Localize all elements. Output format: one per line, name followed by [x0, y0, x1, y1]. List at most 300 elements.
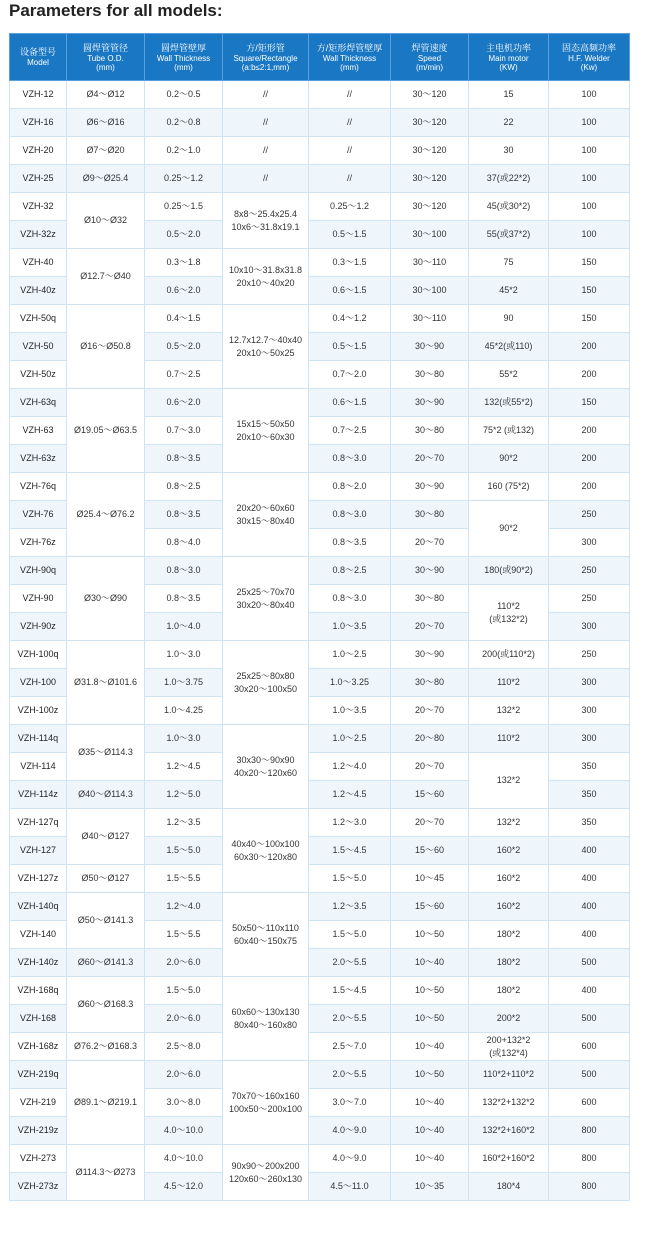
- square-wall-thickness-cell: 0.6～1.5: [309, 389, 391, 417]
- speed-cell: 15～60: [391, 837, 469, 865]
- tube-od-cell: Ø10～Ø32: [67, 193, 145, 249]
- square-rectangle-cell: 90x90～200x200 120x60～260x130: [223, 1145, 309, 1201]
- wall-thickness-cell: 0.8～4.0: [145, 529, 223, 557]
- speed-cell: 30～90: [391, 557, 469, 585]
- speed-cell: 30～80: [391, 417, 469, 445]
- speed-cell: 30～110: [391, 305, 469, 333]
- model-cell: VZH-219z: [10, 1117, 67, 1145]
- main-motor-cell: 15: [469, 81, 549, 109]
- model-cell: VZH-219: [10, 1089, 67, 1117]
- hf-welder-cell: 250: [549, 585, 630, 613]
- model-cell: VZH-63: [10, 417, 67, 445]
- speed-cell: 10～40: [391, 1145, 469, 1173]
- square-wall-thickness-cell: 0.6～1.5: [309, 277, 391, 305]
- model-cell: VZH-63q: [10, 389, 67, 417]
- model-cell: VZH-50z: [10, 361, 67, 389]
- column-header: 方/矩形管 Square/Rectangle (a:b≤2:1,mm): [223, 34, 309, 81]
- wall-thickness-cell: 0.2～0.5: [145, 81, 223, 109]
- speed-cell: 30～100: [391, 221, 469, 249]
- speed-cell: 30～90: [391, 333, 469, 361]
- wall-thickness-cell: 1.0～3.75: [145, 669, 223, 697]
- model-cell: VZH-90z: [10, 613, 67, 641]
- square-rectangle-cell: //: [223, 109, 309, 137]
- square-wall-thickness-cell: 0.7～2.0: [309, 361, 391, 389]
- speed-cell: 10～50: [391, 1061, 469, 1089]
- wall-thickness-cell: 2.5～8.0: [145, 1033, 223, 1061]
- main-motor-cell: 90*2: [469, 445, 549, 473]
- table-row: [10, 725, 630, 753]
- hf-welder-cell: 100: [549, 193, 630, 221]
- square-rectangle-cell: 60x60～130x130 80x40～160x80: [223, 977, 309, 1061]
- main-motor-cell: 160*2: [469, 893, 549, 921]
- speed-cell: 10～35: [391, 1173, 469, 1201]
- hf-welder-cell: 500: [549, 1005, 630, 1033]
- square-rectangle-cell: 25x25～70x70 30x20～80x40: [223, 557, 309, 641]
- speed-cell: 30～90: [391, 473, 469, 501]
- hf-welder-cell: 600: [549, 1089, 630, 1117]
- square-wall-thickness-cell: //: [309, 109, 391, 137]
- table-row: [10, 809, 630, 837]
- wall-thickness-cell: 1.2～3.5: [145, 809, 223, 837]
- hf-welder-cell: 400: [549, 893, 630, 921]
- hf-welder-cell: 350: [549, 753, 630, 781]
- hf-welder-cell: 300: [549, 669, 630, 697]
- main-motor-cell: 22: [469, 109, 549, 137]
- hf-welder-cell: 500: [549, 949, 630, 977]
- parameters-table: [9, 33, 630, 1201]
- wall-thickness-cell: 1.2～4.0: [145, 893, 223, 921]
- table-row: [10, 389, 630, 417]
- speed-cell: 10～45: [391, 865, 469, 893]
- main-motor-cell: 160*2+160*2: [469, 1145, 549, 1173]
- model-cell: VZH-114q: [10, 725, 67, 753]
- speed-cell: 10～40: [391, 1117, 469, 1145]
- speed-cell: 30～80: [391, 501, 469, 529]
- square-wall-thickness-cell: 1.0～3.5: [309, 613, 391, 641]
- model-cell: VZH-140q: [10, 893, 67, 921]
- speed-cell: 10～40: [391, 1033, 469, 1061]
- speed-cell: 30～120: [391, 193, 469, 221]
- wall-thickness-cell: 2.0～6.0: [145, 949, 223, 977]
- square-wall-thickness-cell: 1.2～3.5: [309, 893, 391, 921]
- speed-cell: 30～120: [391, 81, 469, 109]
- table-row: [10, 109, 630, 137]
- square-wall-thickness-cell: 1.0～2.5: [309, 641, 391, 669]
- wall-thickness-cell: 1.5～5.0: [145, 837, 223, 865]
- model-cell: VZH-114: [10, 753, 67, 781]
- main-motor-cell: 160*2: [469, 865, 549, 893]
- speed-cell: 20～70: [391, 445, 469, 473]
- model-cell: VZH-140z: [10, 949, 67, 977]
- hf-welder-cell: 100: [549, 109, 630, 137]
- wall-thickness-cell: 1.0～4.25: [145, 697, 223, 725]
- main-motor-cell: 160 (75*2): [469, 473, 549, 501]
- table-row: [10, 893, 630, 921]
- main-motor-cell: 132(或55*2): [469, 389, 549, 417]
- square-wall-thickness-cell: 0.7～2.5: [309, 417, 391, 445]
- tube-od-cell: Ø40～Ø114.3: [67, 781, 145, 809]
- tube-od-cell: Ø4～Ø12: [67, 81, 145, 109]
- square-wall-thickness-cell: //: [309, 81, 391, 109]
- square-rectangle-cell: 12.7x12.7～40x40 20x10～50x25: [223, 305, 309, 389]
- model-cell: VZH-273z: [10, 1173, 67, 1201]
- speed-cell: 30～100: [391, 277, 469, 305]
- speed-cell: 20～70: [391, 809, 469, 837]
- model-cell: VZH-140: [10, 921, 67, 949]
- speed-cell: 10～50: [391, 977, 469, 1005]
- wall-thickness-cell: 0.25～1.2: [145, 165, 223, 193]
- square-wall-thickness-cell: 1.0～2.5: [309, 725, 391, 753]
- tube-od-cell: Ø7～Ø20: [67, 137, 145, 165]
- wall-thickness-cell: 1.5～5.5: [145, 865, 223, 893]
- square-wall-thickness-cell: 1.5～4.5: [309, 977, 391, 1005]
- hf-welder-cell: 250: [549, 641, 630, 669]
- hf-welder-cell: 500: [549, 1061, 630, 1089]
- main-motor-cell: 160*2: [469, 837, 549, 865]
- table-body: [10, 81, 630, 1201]
- speed-cell: 30～110: [391, 249, 469, 277]
- square-wall-thickness-cell: //: [309, 165, 391, 193]
- column-header: 圆焊管管径 Tube O.D. (mm): [67, 34, 145, 81]
- hf-welder-cell: 300: [549, 725, 630, 753]
- square-rectangle-cell: 10x10～31.8x31.8 20x10～40x20: [223, 249, 309, 305]
- square-rectangle-cell: //: [223, 81, 309, 109]
- main-motor-cell: 180*2: [469, 977, 549, 1005]
- tube-od-cell: Ø89.1～Ø219.1: [67, 1061, 145, 1145]
- model-cell: VZH-219q: [10, 1061, 67, 1089]
- model-cell: VZH-100: [10, 669, 67, 697]
- speed-cell: 30～120: [391, 109, 469, 137]
- square-wall-thickness-cell: 4.0～9.0: [309, 1145, 391, 1173]
- main-motor-cell: 30: [469, 137, 549, 165]
- square-wall-thickness-cell: 1.2～4.0: [309, 753, 391, 781]
- model-cell: VZH-168q: [10, 977, 67, 1005]
- square-rectangle-cell: 8x8～25.4x25.4 10x6～31.8x19.1: [223, 193, 309, 249]
- tube-od-cell: Ø50～Ø127: [67, 865, 145, 893]
- main-motor-cell: 132*2+132*2: [469, 1089, 549, 1117]
- wall-thickness-cell: 0.7～3.0: [145, 417, 223, 445]
- square-wall-thickness-cell: 1.2～3.0: [309, 809, 391, 837]
- square-wall-thickness-cell: //: [309, 137, 391, 165]
- hf-welder-cell: 800: [549, 1173, 630, 1201]
- hf-welder-cell: 200: [549, 445, 630, 473]
- tube-od-cell: Ø76.2～Ø168.3: [67, 1033, 145, 1061]
- model-cell: VZH-90: [10, 585, 67, 613]
- wall-thickness-cell: 1.2～4.5: [145, 753, 223, 781]
- model-cell: VZH-20: [10, 137, 67, 165]
- model-cell: VZH-100q: [10, 641, 67, 669]
- tube-od-cell: Ø60～Ø141.3: [67, 949, 145, 977]
- tube-od-cell: Ø16～Ø50.8: [67, 305, 145, 389]
- wall-thickness-cell: 4.0～10.0: [145, 1117, 223, 1145]
- main-motor-cell: 75*2 (或132): [469, 417, 549, 445]
- column-header: 方/矩形焊管壁厚 Wall Thickness (mm): [309, 34, 391, 81]
- main-motor-cell: 90: [469, 305, 549, 333]
- square-wall-thickness-cell: 0.4～1.2: [309, 305, 391, 333]
- table-row: [10, 977, 630, 1005]
- wall-thickness-cell: 0.7～2.5: [145, 361, 223, 389]
- main-motor-cell: 132*2+160*2: [469, 1117, 549, 1145]
- speed-cell: 30～120: [391, 165, 469, 193]
- model-cell: VZH-50: [10, 333, 67, 361]
- column-header: 焊管速度 Speed (m/min): [391, 34, 469, 81]
- table-row: [10, 249, 630, 277]
- model-cell: VZH-40z: [10, 277, 67, 305]
- tube-od-cell: Ø19.05～Ø63.5: [67, 389, 145, 473]
- tube-od-cell: Ø12.7～Ø40: [67, 249, 145, 305]
- square-rectangle-cell: 70x70～160x160 100x50～200x100: [223, 1061, 309, 1145]
- wall-thickness-cell: 4.5～12.0: [145, 1173, 223, 1201]
- square-rectangle-cell: 25x25～80x80 30x20～100x50: [223, 641, 309, 725]
- hf-welder-cell: 400: [549, 837, 630, 865]
- hf-welder-cell: 200: [549, 417, 630, 445]
- tube-od-cell: Ø31.8～Ø101.6: [67, 641, 145, 725]
- square-rectangle-cell: //: [223, 137, 309, 165]
- square-wall-thickness-cell: 2.5～7.0: [309, 1033, 391, 1061]
- square-wall-thickness-cell: 4.0～9.0: [309, 1117, 391, 1145]
- speed-cell: 10～50: [391, 1005, 469, 1033]
- hf-welder-cell: 150: [549, 305, 630, 333]
- hf-welder-cell: 350: [549, 809, 630, 837]
- square-rectangle-cell: 15x15～50x50 20x10～60x30: [223, 389, 309, 473]
- hf-welder-cell: 200: [549, 333, 630, 361]
- wall-thickness-cell: 1.5～5.0: [145, 977, 223, 1005]
- model-cell: VZH-32: [10, 193, 67, 221]
- wall-thickness-cell: 0.8～2.5: [145, 473, 223, 501]
- model-cell: VZH-76: [10, 501, 67, 529]
- square-wall-thickness-cell: 3.0～7.0: [309, 1089, 391, 1117]
- hf-welder-cell: 350: [549, 781, 630, 809]
- square-wall-thickness-cell: 2.0～5.5: [309, 1005, 391, 1033]
- main-motor-cell: 180*2: [469, 921, 549, 949]
- hf-welder-cell: 800: [549, 1145, 630, 1173]
- tube-od-cell: Ø6～Ø16: [67, 109, 145, 137]
- model-cell: VZH-127z: [10, 865, 67, 893]
- tube-od-cell: Ø9～Ø25.4: [67, 165, 145, 193]
- model-cell: VZH-90q: [10, 557, 67, 585]
- wall-thickness-cell: 2.0～6.0: [145, 1005, 223, 1033]
- wall-thickness-cell: 1.2～5.0: [145, 781, 223, 809]
- main-motor-cell: 200+132*2 (或132*4): [469, 1033, 549, 1061]
- square-wall-thickness-cell: 0.5～1.5: [309, 221, 391, 249]
- model-cell: VZH-32z: [10, 221, 67, 249]
- model-cell: VZH-127: [10, 837, 67, 865]
- wall-thickness-cell: 0.6～2.0: [145, 277, 223, 305]
- main-motor-cell: 75: [469, 249, 549, 277]
- model-cell: VZH-168z: [10, 1033, 67, 1061]
- table-row: [10, 1061, 630, 1089]
- table-header: [10, 34, 630, 81]
- square-wall-thickness-cell: 0.8～2.0: [309, 473, 391, 501]
- square-rectangle-cell: 50x50～110x110 60x40～150x75: [223, 893, 309, 977]
- model-cell: VZH-273: [10, 1145, 67, 1173]
- table-row: [10, 557, 630, 585]
- square-wall-thickness-cell: 4.5～11.0: [309, 1173, 391, 1201]
- square-wall-thickness-cell: 2.0～5.5: [309, 1061, 391, 1089]
- square-wall-thickness-cell: 1.5～5.0: [309, 865, 391, 893]
- speed-cell: 10～40: [391, 1089, 469, 1117]
- tube-od-cell: Ø50～Ø141.3: [67, 893, 145, 949]
- main-motor-cell: 45*2: [469, 277, 549, 305]
- hf-welder-cell: 400: [549, 977, 630, 1005]
- square-rectangle-cell: 40x40～100x100 60x30～120x80: [223, 809, 309, 893]
- table-row: [10, 1145, 630, 1173]
- wall-thickness-cell: 1.0～3.0: [145, 725, 223, 753]
- model-cell: VZH-76q: [10, 473, 67, 501]
- wall-thickness-cell: 0.5～2.0: [145, 333, 223, 361]
- table-row: [10, 865, 630, 893]
- wall-thickness-cell: 4.0～10.0: [145, 1145, 223, 1173]
- hf-welder-cell: 300: [549, 613, 630, 641]
- main-motor-cell: 132*2: [469, 697, 549, 725]
- model-cell: VZH-25: [10, 165, 67, 193]
- wall-thickness-cell: 0.8～3.0: [145, 557, 223, 585]
- wall-thickness-cell: 0.4～1.5: [145, 305, 223, 333]
- wall-thickness-cell: 0.8～3.5: [145, 501, 223, 529]
- speed-cell: 30～80: [391, 669, 469, 697]
- wall-thickness-cell: 0.3～1.8: [145, 249, 223, 277]
- main-motor-cell: 110*2+110*2: [469, 1061, 549, 1089]
- model-cell: VZH-100z: [10, 697, 67, 725]
- model-cell: VZH-40: [10, 249, 67, 277]
- hf-welder-cell: 300: [549, 529, 630, 557]
- main-motor-cell: 180*4: [469, 1173, 549, 1201]
- square-wall-thickness-cell: 0.8～3.0: [309, 585, 391, 613]
- speed-cell: 20～80: [391, 725, 469, 753]
- speed-cell: 20～70: [391, 529, 469, 557]
- column-header: 主电机功率 Main motor (KW): [469, 34, 549, 81]
- table-row: [10, 165, 630, 193]
- square-rectangle-cell: //: [223, 165, 309, 193]
- hf-welder-cell: 100: [549, 137, 630, 165]
- tube-od-cell: Ø40～Ø127: [67, 809, 145, 865]
- main-motor-cell: 132*2: [469, 809, 549, 837]
- main-motor-cell: 200(或110*2): [469, 641, 549, 669]
- column-header: 设备型号 Model: [10, 34, 67, 81]
- table-row: [10, 949, 630, 977]
- main-motor-cell: 180*2: [469, 949, 549, 977]
- square-wall-thickness-cell: 1.0～3.25: [309, 669, 391, 697]
- speed-cell: 30～90: [391, 641, 469, 669]
- wall-thickness-cell: 0.8～3.5: [145, 585, 223, 613]
- square-wall-thickness-cell: 0.8～3.5: [309, 529, 391, 557]
- table-row: [10, 1033, 630, 1061]
- main-motor-cell: 45*2(或110): [469, 333, 549, 361]
- tube-od-cell: Ø25.4～Ø76.2: [67, 473, 145, 557]
- speed-cell: 20～70: [391, 613, 469, 641]
- hf-welder-cell: 250: [549, 501, 630, 529]
- model-cell: VZH-168: [10, 1005, 67, 1033]
- tube-od-cell: Ø35～Ø114.3: [67, 725, 145, 781]
- main-motor-cell: 45(或30*2): [469, 193, 549, 221]
- main-motor-cell: 90*2: [469, 501, 549, 557]
- hf-welder-cell: 100: [549, 221, 630, 249]
- wall-thickness-cell: 0.2～1.0: [145, 137, 223, 165]
- model-cell: VZH-12: [10, 81, 67, 109]
- main-motor-cell: 110*2 (或132*2): [469, 585, 549, 641]
- table-row: [10, 81, 630, 109]
- square-rectangle-cell: 20x20～60x60 30x15～80x40: [223, 473, 309, 557]
- wall-thickness-cell: 0.8～3.5: [145, 445, 223, 473]
- main-motor-cell: 180(或90*2): [469, 557, 549, 585]
- wall-thickness-cell: 3.0～8.0: [145, 1089, 223, 1117]
- main-motor-cell: 110*2: [469, 669, 549, 697]
- hf-welder-cell: 150: [549, 249, 630, 277]
- square-wall-thickness-cell: 0.5～1.5: [309, 333, 391, 361]
- main-motor-cell: 132*2: [469, 753, 549, 809]
- model-cell: VZH-63z: [10, 445, 67, 473]
- table-row: [10, 193, 630, 221]
- column-header: 固态高频功率 H.F. Welder (Kw): [549, 34, 630, 81]
- wall-thickness-cell: 1.5～5.5: [145, 921, 223, 949]
- hf-welder-cell: 250: [549, 557, 630, 585]
- speed-cell: 30～80: [391, 585, 469, 613]
- tube-od-cell: Ø30～Ø90: [67, 557, 145, 641]
- speed-cell: 10～40: [391, 949, 469, 977]
- model-cell: VZH-50q: [10, 305, 67, 333]
- speed-cell: 10～50: [391, 921, 469, 949]
- table-row: [10, 137, 630, 165]
- wall-thickness-cell: 0.5～2.0: [145, 221, 223, 249]
- wall-thickness-cell: 2.0～6.0: [145, 1061, 223, 1089]
- square-wall-thickness-cell: 1.5～4.5: [309, 837, 391, 865]
- main-motor-cell: 55(或37*2): [469, 221, 549, 249]
- square-wall-thickness-cell: 0.25～1.2: [309, 193, 391, 221]
- square-wall-thickness-cell: 0.8～3.0: [309, 445, 391, 473]
- speed-cell: 30～120: [391, 137, 469, 165]
- wall-thickness-cell: 0.2～0.8: [145, 109, 223, 137]
- model-cell: VZH-16: [10, 109, 67, 137]
- speed-cell: 30～90: [391, 389, 469, 417]
- hf-welder-cell: 600: [549, 1033, 630, 1061]
- hf-welder-cell: 800: [549, 1117, 630, 1145]
- main-motor-cell: 200*2: [469, 1005, 549, 1033]
- hf-welder-cell: 400: [549, 865, 630, 893]
- page-title: Parameters for all models:: [9, 1, 223, 20]
- model-cell: VZH-76z: [10, 529, 67, 557]
- table-row: [10, 473, 630, 501]
- main-motor-cell: 55*2: [469, 361, 549, 389]
- wall-thickness-cell: 0.6～2.0: [145, 389, 223, 417]
- hf-welder-cell: 200: [549, 473, 630, 501]
- hf-welder-cell: 150: [549, 389, 630, 417]
- speed-cell: 30～80: [391, 361, 469, 389]
- square-wall-thickness-cell: 0.8～2.5: [309, 557, 391, 585]
- square-wall-thickness-cell: 1.5～5.0: [309, 921, 391, 949]
- model-cell: VZH-127q: [10, 809, 67, 837]
- hf-welder-cell: 150: [549, 277, 630, 305]
- wall-thickness-cell: 1.0～4.0: [145, 613, 223, 641]
- square-wall-thickness-cell: 1.2～4.5: [309, 781, 391, 809]
- wall-thickness-cell: 0.25～1.5: [145, 193, 223, 221]
- square-wall-thickness-cell: 0.3～1.5: [309, 249, 391, 277]
- hf-welder-cell: 200: [549, 361, 630, 389]
- column-header: 圆焊管壁厚 Wall Thickness (mm): [145, 34, 223, 81]
- square-wall-thickness-cell: 2.0～5.5: [309, 949, 391, 977]
- hf-welder-cell: 400: [549, 921, 630, 949]
- wall-thickness-cell: 1.0～3.0: [145, 641, 223, 669]
- tube-od-cell: Ø60～Ø168.3: [67, 977, 145, 1033]
- speed-cell: 15～60: [391, 781, 469, 809]
- square-rectangle-cell: 30x30～90x90 40x20～120x60: [223, 725, 309, 809]
- hf-welder-cell: 300: [549, 697, 630, 725]
- speed-cell: 20～70: [391, 753, 469, 781]
- square-wall-thickness-cell: 1.0～3.5: [309, 697, 391, 725]
- table-row: [10, 641, 630, 669]
- main-motor-cell: 37(或22*2): [469, 165, 549, 193]
- square-wall-thickness-cell: 0.8～3.0: [309, 501, 391, 529]
- speed-cell: 20～70: [391, 697, 469, 725]
